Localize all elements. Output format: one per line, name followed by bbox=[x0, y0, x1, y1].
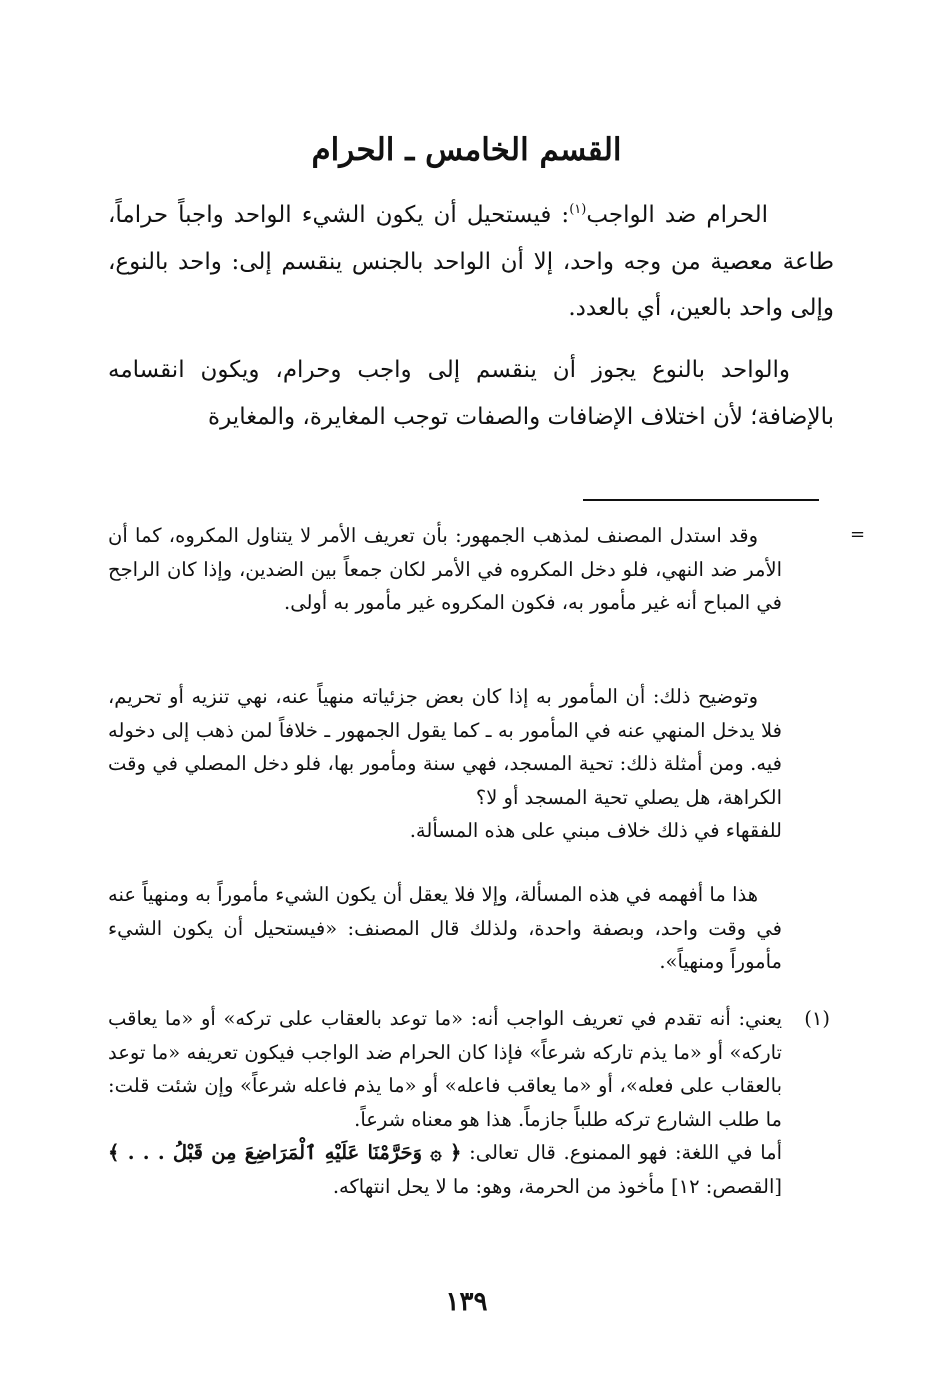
footnote-1 bbox=[108, 1002, 830, 1204]
footnote-body bbox=[108, 1002, 782, 1204]
continuation-mark: = bbox=[850, 524, 866, 545]
main-paragraph-1-text bbox=[108, 192, 834, 332]
note-paragraph-1-text: وقد استدل المصنف لمذهب الجمهور: بأن تعريف الأمر لا يتناول المكروه، كما أن الأمر ضد النهي، فلو دخل المكروه في الأمر لكان جمعاً بين الضدين، وإذا كان الراجح في المباح أنه غير مأمور به، فكون المكروه غير مأمور به أولى. bbox=[108, 524, 782, 615]
page-number: ١٣٩ bbox=[445, 1287, 488, 1317]
note-paragraph-1 bbox=[108, 519, 782, 620]
note-paragraph-2-conclusion: للفقهاء في ذلك خلاف مبني على هذه المسألة. bbox=[409, 819, 782, 843]
main-paragraph-2-text: والواحد بالنوع يجوز أن ينقسم إلى واجب وحرام، ويكون انقسامه بالإضافة؛ لأن اختلاف الإضافات والصفات توجب المغايرة، والمغايرة bbox=[108, 357, 834, 430]
section-title: القسم الخامس ـ الحرام bbox=[311, 132, 622, 168]
note-paragraph-3 bbox=[108, 878, 782, 979]
main-paragraph-1-start: الحرام ضد الواجب bbox=[586, 202, 768, 228]
footnote-lexical-meaning: أما في اللغة: فهو الممنوع. قال تعالى: bbox=[469, 1141, 783, 1165]
note-paragraph-2-text: وتوضيح ذلك: أن المأمور به إذا كان بعض جزئياته منهياً عنه، نهي تنزيه أو تحريم، فلا يدخل المنهي عنه في المأمور به ـ كما يقول الجمهور ـ خلافاً لمن ذهب إلى دخوله فيه. ومن أمثلة ذلك: تحية المسجد، فهي سنة ومأمور بها، فلو دخل المصلي في وقت الكراهة، هل يصلي تحية المسجد أو لا؟ bbox=[108, 685, 782, 809]
quran-verse: ﴿ ۞ وَحَرَّمْنَا عَلَيْهِ ٱلْمَرَاضِعَ مِن قَبْلُ . . . ﴾ bbox=[108, 1141, 462, 1165]
main-paragraph-1 bbox=[108, 192, 834, 332]
footnote-text-2 bbox=[108, 1136, 782, 1203]
main-paragraph-2 bbox=[108, 347, 834, 440]
main-paragraph-1-rest: : فيستحيل أن يكون الشيء الواحد واجباً حراماً، طاعة معصية من وجه واحد، إلا أن الواحد بالجنس ينقسم إلى: واحد بالنوع، وإلى واحد بالعين، أي بالعدد. bbox=[108, 202, 834, 321]
footnote-reference: (١) bbox=[569, 202, 587, 217]
note-paragraph-3-text: هذا ما أفهمه في هذه المسألة، وإلا فلا يعقل أن يكون الشيء مأموراً به ومنهياً عنه في وقت واحد، وبصفة واحدة، ولذلك قال المصنف: «فيستحيل أن يكون الشيء مأموراً ومنهياً». bbox=[108, 883, 782, 974]
footnote-number: (١) bbox=[804, 1007, 830, 1030]
footnote-separator-line bbox=[583, 499, 819, 501]
note-paragraph-2 bbox=[108, 680, 782, 848]
footnote-text-1: يعني: أنه تقدم في تعريف الواجب أنه: «ما توعد بالعقاب على تركه» أو «ما يعاقب تاركه» أو «ما يذم تاركه شرعاً» فإذا كان الحرام ضد الواجب فيكون تعريفه «ما توعد بالعقاب على فعله»، أو «ما يعاقب فاعله» أو «ما يذم فاعله شرعاً» وإن شئت قلت: ما طلب الشارع تركه طلباً جازماً. هذا هو معناه شرعاً. bbox=[108, 1007, 782, 1131]
footnote-verse-reference: [القصص: ١٢] مأخوذ من الحرمة، وهو: ما لا يحل انتهاكه. bbox=[332, 1174, 782, 1198]
